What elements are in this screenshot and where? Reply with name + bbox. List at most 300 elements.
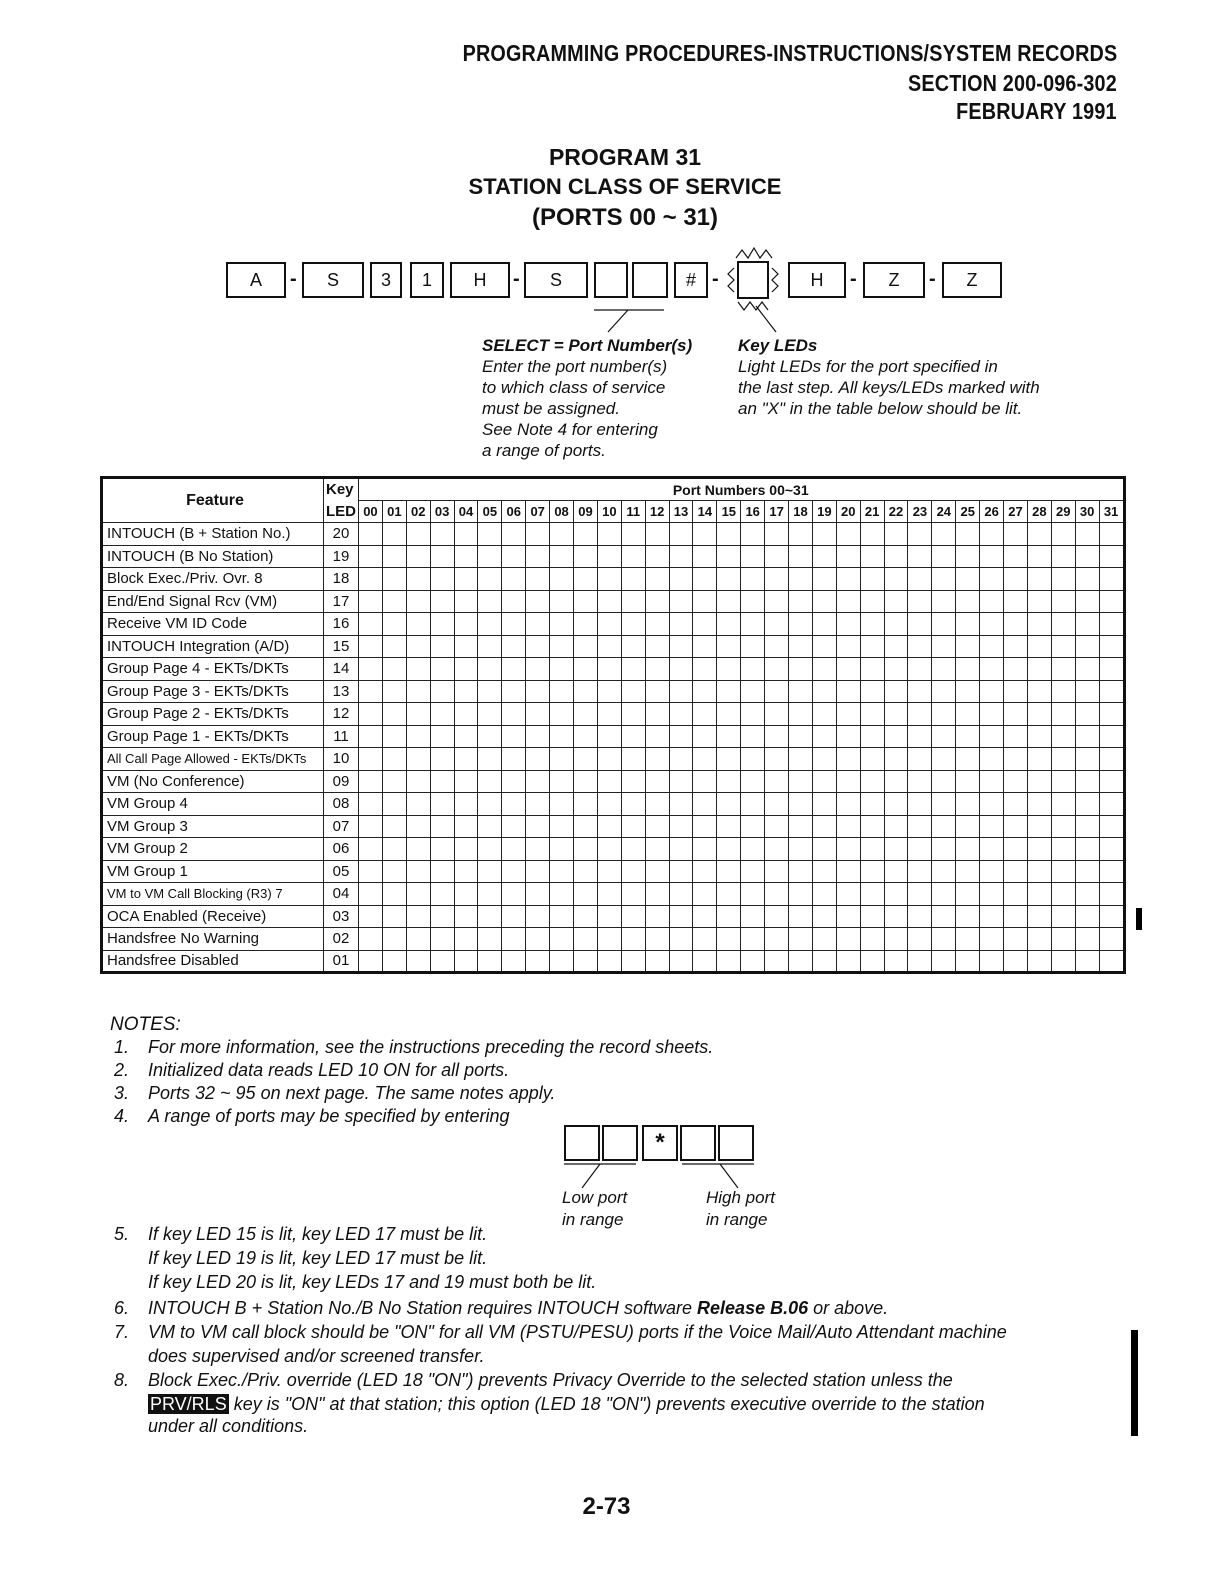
port-checkbox-cell[interactable] xyxy=(956,748,980,771)
port-checkbox-cell[interactable] xyxy=(406,523,430,546)
port-checkbox-cell[interactable] xyxy=(741,725,765,748)
port-checkbox-cell[interactable] xyxy=(956,793,980,816)
port-checkbox-cell[interactable] xyxy=(502,545,526,568)
port-checkbox-cell[interactable] xyxy=(574,793,598,816)
port-checkbox-cell[interactable] xyxy=(765,590,789,613)
port-checkbox-cell[interactable] xyxy=(382,748,406,771)
port-checkbox-cell[interactable] xyxy=(359,545,383,568)
port-checkbox-cell[interactable] xyxy=(430,838,454,861)
port-checkbox-cell[interactable] xyxy=(621,658,645,681)
port-checkbox-cell[interactable] xyxy=(980,748,1004,771)
port-checkbox-cell[interactable] xyxy=(956,950,980,973)
port-checkbox-cell[interactable] xyxy=(717,950,741,973)
port-checkbox-cell[interactable] xyxy=(980,590,1004,613)
port-checkbox-cell[interactable] xyxy=(430,568,454,591)
port-checkbox-cell[interactable] xyxy=(741,883,765,906)
port-checkbox-cell[interactable] xyxy=(669,905,693,928)
port-checkbox-cell[interactable] xyxy=(812,680,836,703)
port-checkbox-cell[interactable] xyxy=(836,883,860,906)
port-checkbox-cell[interactable] xyxy=(502,748,526,771)
port-checkbox-cell[interactable] xyxy=(406,860,430,883)
port-checkbox-cell[interactable] xyxy=(526,905,550,928)
port-checkbox-cell[interactable] xyxy=(454,860,478,883)
port-checkbox-cell[interactable] xyxy=(812,545,836,568)
key-3[interactable]: 3 xyxy=(370,262,402,298)
port-checkbox-cell[interactable] xyxy=(812,950,836,973)
port-checkbox-cell[interactable] xyxy=(382,590,406,613)
port-checkbox-cell[interactable] xyxy=(645,725,669,748)
port-checkbox-cell[interactable] xyxy=(645,703,669,726)
port-checkbox-cell[interactable] xyxy=(765,838,789,861)
port-checkbox-cell[interactable] xyxy=(789,860,813,883)
port-checkbox-cell[interactable] xyxy=(621,680,645,703)
port-checkbox-cell[interactable] xyxy=(430,523,454,546)
port-checkbox-cell[interactable] xyxy=(574,860,598,883)
port-checkbox-cell[interactable] xyxy=(574,883,598,906)
port-checkbox-cell[interactable] xyxy=(1099,613,1124,636)
port-checkbox-cell[interactable] xyxy=(1027,545,1051,568)
port-checkbox-cell[interactable] xyxy=(1099,950,1124,973)
port-checkbox-cell[interactable] xyxy=(454,793,478,816)
key-h[interactable]: H xyxy=(450,262,510,298)
port-checkbox-cell[interactable] xyxy=(382,770,406,793)
port-checkbox-cell[interactable] xyxy=(836,928,860,951)
port-checkbox-cell[interactable] xyxy=(956,905,980,928)
port-checkbox-cell[interactable] xyxy=(359,680,383,703)
port-checkbox-cell[interactable] xyxy=(1027,658,1051,681)
port-checkbox-cell[interactable] xyxy=(812,928,836,951)
port-checkbox-cell[interactable] xyxy=(1075,635,1099,658)
port-checkbox-cell[interactable] xyxy=(669,860,693,883)
port-checkbox-cell[interactable] xyxy=(1051,590,1075,613)
port-checkbox-cell[interactable] xyxy=(478,838,502,861)
port-checkbox-cell[interactable] xyxy=(1004,658,1028,681)
port-checkbox-cell[interactable] xyxy=(717,680,741,703)
port-checkbox-cell[interactable] xyxy=(956,680,980,703)
port-checkbox-cell[interactable] xyxy=(956,523,980,546)
port-checkbox-cell[interactable] xyxy=(382,703,406,726)
port-checkbox-cell[interactable] xyxy=(980,568,1004,591)
port-checkbox-cell[interactable] xyxy=(741,860,765,883)
port-checkbox-cell[interactable] xyxy=(669,703,693,726)
port-checkbox-cell[interactable] xyxy=(430,613,454,636)
port-checkbox-cell[interactable] xyxy=(741,568,765,591)
port-checkbox-cell[interactable] xyxy=(597,680,621,703)
port-checkbox-cell[interactable] xyxy=(478,905,502,928)
port-checkbox-cell[interactable] xyxy=(908,815,932,838)
port-checkbox-cell[interactable] xyxy=(1099,680,1124,703)
port-checkbox-cell[interactable] xyxy=(550,793,574,816)
port-checkbox-cell[interactable] xyxy=(1051,905,1075,928)
port-checkbox-cell[interactable] xyxy=(1004,568,1028,591)
port-checkbox-cell[interactable] xyxy=(478,568,502,591)
port-checkbox-cell[interactable] xyxy=(836,613,860,636)
port-checkbox-cell[interactable] xyxy=(717,635,741,658)
port-checkbox-cell[interactable] xyxy=(908,523,932,546)
port-checkbox-cell[interactable] xyxy=(526,568,550,591)
port-checkbox-cell[interactable] xyxy=(980,950,1004,973)
port-checkbox-cell[interactable] xyxy=(789,815,813,838)
port-checkbox-cell[interactable] xyxy=(717,703,741,726)
port-checkbox-cell[interactable] xyxy=(860,815,884,838)
port-checkbox-cell[interactable] xyxy=(1099,635,1124,658)
port-checkbox-cell[interactable] xyxy=(908,883,932,906)
port-checkbox-cell[interactable] xyxy=(502,770,526,793)
port-checkbox-cell[interactable] xyxy=(812,815,836,838)
port-checkbox-cell[interactable] xyxy=(478,545,502,568)
port-checkbox-cell[interactable] xyxy=(836,523,860,546)
port-checkbox-cell[interactable] xyxy=(359,815,383,838)
port-checkbox-cell[interactable] xyxy=(789,635,813,658)
port-checkbox-cell[interactable] xyxy=(382,523,406,546)
port-checkbox-cell[interactable] xyxy=(574,658,598,681)
port-checkbox-cell[interactable] xyxy=(574,680,598,703)
port-checkbox-cell[interactable] xyxy=(956,590,980,613)
port-checkbox-cell[interactable] xyxy=(645,905,669,928)
port-checkbox-cell[interactable] xyxy=(741,680,765,703)
port-checkbox-cell[interactable] xyxy=(717,928,741,951)
port-checkbox-cell[interactable] xyxy=(454,680,478,703)
port-checkbox-cell[interactable] xyxy=(1027,590,1051,613)
port-checkbox-cell[interactable] xyxy=(502,838,526,861)
port-checkbox-cell[interactable] xyxy=(526,680,550,703)
port-checkbox-cell[interactable] xyxy=(430,770,454,793)
port-checkbox-cell[interactable] xyxy=(836,725,860,748)
port-checkbox-cell[interactable] xyxy=(669,680,693,703)
port-checkbox-cell[interactable] xyxy=(1004,950,1028,973)
port-checkbox-cell[interactable] xyxy=(359,883,383,906)
port-checkbox-cell[interactable] xyxy=(430,680,454,703)
port-checkbox-cell[interactable] xyxy=(1099,590,1124,613)
port-checkbox-cell[interactable] xyxy=(478,883,502,906)
port-checkbox-cell[interactable] xyxy=(478,680,502,703)
port-checkbox-cell[interactable] xyxy=(454,703,478,726)
port-checkbox-cell[interactable] xyxy=(812,860,836,883)
port-checkbox-cell[interactable] xyxy=(717,545,741,568)
port-checkbox-cell[interactable] xyxy=(836,905,860,928)
port-checkbox-cell[interactable] xyxy=(574,523,598,546)
port-checkbox-cell[interactable] xyxy=(1027,703,1051,726)
port-checkbox-cell[interactable] xyxy=(406,838,430,861)
port-checkbox-cell[interactable] xyxy=(932,905,956,928)
port-checkbox-cell[interactable] xyxy=(884,635,908,658)
port-checkbox-cell[interactable] xyxy=(406,950,430,973)
port-checkbox-cell[interactable] xyxy=(502,725,526,748)
port-checkbox-cell[interactable] xyxy=(645,748,669,771)
port-checkbox-cell[interactable] xyxy=(693,545,717,568)
port-checkbox-cell[interactable] xyxy=(980,658,1004,681)
port-checkbox-cell[interactable] xyxy=(1051,680,1075,703)
port-checkbox-cell[interactable] xyxy=(1099,725,1124,748)
port-checkbox-cell[interactable] xyxy=(574,613,598,636)
port-checkbox-cell[interactable] xyxy=(1027,568,1051,591)
port-checkbox-cell[interactable] xyxy=(836,815,860,838)
key-blank-1[interactable] xyxy=(594,262,628,298)
port-checkbox-cell[interactable] xyxy=(359,613,383,636)
port-checkbox-cell[interactable] xyxy=(1004,928,1028,951)
port-checkbox-cell[interactable] xyxy=(621,568,645,591)
port-checkbox-cell[interactable] xyxy=(956,770,980,793)
port-checkbox-cell[interactable] xyxy=(860,545,884,568)
port-checkbox-cell[interactable] xyxy=(860,905,884,928)
port-checkbox-cell[interactable] xyxy=(717,590,741,613)
port-checkbox-cell[interactable] xyxy=(1099,523,1124,546)
port-checkbox-cell[interactable] xyxy=(669,590,693,613)
port-checkbox-cell[interactable] xyxy=(669,635,693,658)
port-checkbox-cell[interactable] xyxy=(645,568,669,591)
port-checkbox-cell[interactable] xyxy=(1075,703,1099,726)
port-checkbox-cell[interactable] xyxy=(597,928,621,951)
range-key-high-1[interactable] xyxy=(680,1125,716,1161)
port-checkbox-cell[interactable] xyxy=(812,770,836,793)
port-checkbox-cell[interactable] xyxy=(1051,523,1075,546)
port-checkbox-cell[interactable] xyxy=(812,613,836,636)
port-checkbox-cell[interactable] xyxy=(502,793,526,816)
port-checkbox-cell[interactable] xyxy=(1004,815,1028,838)
port-checkbox-cell[interactable] xyxy=(860,793,884,816)
port-checkbox-cell[interactable] xyxy=(1075,680,1099,703)
port-checkbox-cell[interactable] xyxy=(1099,568,1124,591)
key-blank-2[interactable] xyxy=(632,262,668,298)
port-checkbox-cell[interactable] xyxy=(621,635,645,658)
port-checkbox-cell[interactable] xyxy=(478,770,502,793)
port-checkbox-cell[interactable] xyxy=(597,568,621,591)
port-checkbox-cell[interactable] xyxy=(550,658,574,681)
port-checkbox-cell[interactable] xyxy=(1075,905,1099,928)
port-checkbox-cell[interactable] xyxy=(956,928,980,951)
port-checkbox-cell[interactable] xyxy=(693,635,717,658)
key-1[interactable]: 1 xyxy=(410,262,444,298)
port-checkbox-cell[interactable] xyxy=(526,950,550,973)
port-checkbox-cell[interactable] xyxy=(1027,793,1051,816)
port-checkbox-cell[interactable] xyxy=(1004,838,1028,861)
port-checkbox-cell[interactable] xyxy=(932,928,956,951)
port-checkbox-cell[interactable] xyxy=(836,590,860,613)
port-checkbox-cell[interactable] xyxy=(765,703,789,726)
port-checkbox-cell[interactable] xyxy=(956,613,980,636)
port-checkbox-cell[interactable] xyxy=(406,680,430,703)
port-checkbox-cell[interactable] xyxy=(956,658,980,681)
port-checkbox-cell[interactable] xyxy=(932,568,956,591)
port-checkbox-cell[interactable] xyxy=(741,703,765,726)
port-checkbox-cell[interactable] xyxy=(550,568,574,591)
port-checkbox-cell[interactable] xyxy=(836,793,860,816)
port-checkbox-cell[interactable] xyxy=(908,838,932,861)
key-hash[interactable]: # xyxy=(674,262,708,298)
port-checkbox-cell[interactable] xyxy=(717,793,741,816)
port-checkbox-cell[interactable] xyxy=(1027,928,1051,951)
port-checkbox-cell[interactable] xyxy=(669,928,693,951)
port-checkbox-cell[interactable] xyxy=(430,928,454,951)
port-checkbox-cell[interactable] xyxy=(789,770,813,793)
port-checkbox-cell[interactable] xyxy=(406,905,430,928)
port-checkbox-cell[interactable] xyxy=(645,770,669,793)
port-checkbox-cell[interactable] xyxy=(621,523,645,546)
port-checkbox-cell[interactable] xyxy=(693,680,717,703)
port-checkbox-cell[interactable] xyxy=(526,703,550,726)
port-checkbox-cell[interactable] xyxy=(382,613,406,636)
port-checkbox-cell[interactable] xyxy=(932,815,956,838)
port-checkbox-cell[interactable] xyxy=(597,815,621,838)
port-checkbox-cell[interactable] xyxy=(406,815,430,838)
port-checkbox-cell[interactable] xyxy=(574,635,598,658)
port-checkbox-cell[interactable] xyxy=(1004,523,1028,546)
port-checkbox-cell[interactable] xyxy=(765,568,789,591)
port-checkbox-cell[interactable] xyxy=(741,658,765,681)
port-checkbox-cell[interactable] xyxy=(478,950,502,973)
port-checkbox-cell[interactable] xyxy=(430,883,454,906)
port-checkbox-cell[interactable] xyxy=(502,815,526,838)
port-checkbox-cell[interactable] xyxy=(1004,590,1028,613)
port-checkbox-cell[interactable] xyxy=(693,725,717,748)
port-checkbox-cell[interactable] xyxy=(1075,725,1099,748)
port-checkbox-cell[interactable] xyxy=(908,590,932,613)
port-checkbox-cell[interactable] xyxy=(1051,748,1075,771)
port-checkbox-cell[interactable] xyxy=(669,770,693,793)
port-checkbox-cell[interactable] xyxy=(765,928,789,951)
port-checkbox-cell[interactable] xyxy=(550,613,574,636)
port-checkbox-cell[interactable] xyxy=(836,568,860,591)
port-checkbox-cell[interactable] xyxy=(454,658,478,681)
port-checkbox-cell[interactable] xyxy=(693,658,717,681)
port-checkbox-cell[interactable] xyxy=(956,815,980,838)
port-checkbox-cell[interactable] xyxy=(1027,838,1051,861)
port-checkbox-cell[interactable] xyxy=(1004,680,1028,703)
port-checkbox-cell[interactable] xyxy=(669,523,693,546)
port-checkbox-cell[interactable] xyxy=(406,545,430,568)
port-checkbox-cell[interactable] xyxy=(741,815,765,838)
port-checkbox-cell[interactable] xyxy=(932,590,956,613)
port-checkbox-cell[interactable] xyxy=(1027,635,1051,658)
port-checkbox-cell[interactable] xyxy=(741,635,765,658)
port-checkbox-cell[interactable] xyxy=(980,905,1004,928)
port-checkbox-cell[interactable] xyxy=(765,950,789,973)
port-checkbox-cell[interactable] xyxy=(860,860,884,883)
port-checkbox-cell[interactable] xyxy=(359,568,383,591)
port-checkbox-cell[interactable] xyxy=(717,748,741,771)
port-checkbox-cell[interactable] xyxy=(574,748,598,771)
port-checkbox-cell[interactable] xyxy=(717,838,741,861)
port-checkbox-cell[interactable] xyxy=(526,590,550,613)
port-checkbox-cell[interactable] xyxy=(597,950,621,973)
port-checkbox-cell[interactable] xyxy=(597,613,621,636)
port-checkbox-cell[interactable] xyxy=(932,613,956,636)
port-checkbox-cell[interactable] xyxy=(932,793,956,816)
port-checkbox-cell[interactable] xyxy=(693,838,717,861)
port-checkbox-cell[interactable] xyxy=(526,613,550,636)
port-checkbox-cell[interactable] xyxy=(884,905,908,928)
port-checkbox-cell[interactable] xyxy=(741,590,765,613)
port-checkbox-cell[interactable] xyxy=(454,950,478,973)
port-checkbox-cell[interactable] xyxy=(550,770,574,793)
port-checkbox-cell[interactable] xyxy=(741,838,765,861)
port-checkbox-cell[interactable] xyxy=(526,883,550,906)
port-checkbox-cell[interactable] xyxy=(1075,748,1099,771)
port-checkbox-cell[interactable] xyxy=(1004,770,1028,793)
port-checkbox-cell[interactable] xyxy=(908,950,932,973)
port-checkbox-cell[interactable] xyxy=(789,658,813,681)
port-checkbox-cell[interactable] xyxy=(765,860,789,883)
port-checkbox-cell[interactable] xyxy=(454,905,478,928)
port-checkbox-cell[interactable] xyxy=(765,905,789,928)
port-checkbox-cell[interactable] xyxy=(359,523,383,546)
port-checkbox-cell[interactable] xyxy=(789,950,813,973)
port-checkbox-cell[interactable] xyxy=(621,725,645,748)
port-checkbox-cell[interactable] xyxy=(502,905,526,928)
port-checkbox-cell[interactable] xyxy=(645,680,669,703)
port-checkbox-cell[interactable] xyxy=(860,950,884,973)
port-checkbox-cell[interactable] xyxy=(1004,725,1028,748)
port-checkbox-cell[interactable] xyxy=(1004,613,1028,636)
port-checkbox-cell[interactable] xyxy=(359,950,383,973)
port-checkbox-cell[interactable] xyxy=(430,590,454,613)
port-checkbox-cell[interactable] xyxy=(765,613,789,636)
port-checkbox-cell[interactable] xyxy=(430,725,454,748)
port-checkbox-cell[interactable] xyxy=(1099,838,1124,861)
port-checkbox-cell[interactable] xyxy=(884,928,908,951)
port-checkbox-cell[interactable] xyxy=(765,815,789,838)
port-checkbox-cell[interactable] xyxy=(550,838,574,861)
range-key-high-2[interactable] xyxy=(718,1125,754,1161)
port-checkbox-cell[interactable] xyxy=(908,658,932,681)
port-checkbox-cell[interactable] xyxy=(526,748,550,771)
port-checkbox-cell[interactable] xyxy=(1051,815,1075,838)
port-checkbox-cell[interactable] xyxy=(502,613,526,636)
port-checkbox-cell[interactable] xyxy=(860,928,884,951)
port-checkbox-cell[interactable] xyxy=(1075,613,1099,636)
port-checkbox-cell[interactable] xyxy=(717,860,741,883)
port-checkbox-cell[interactable] xyxy=(645,635,669,658)
port-checkbox-cell[interactable] xyxy=(1099,658,1124,681)
port-checkbox-cell[interactable] xyxy=(621,905,645,928)
port-checkbox-cell[interactable] xyxy=(836,838,860,861)
port-checkbox-cell[interactable] xyxy=(1051,860,1075,883)
port-checkbox-cell[interactable] xyxy=(430,860,454,883)
port-checkbox-cell[interactable] xyxy=(454,725,478,748)
port-checkbox-cell[interactable] xyxy=(1027,770,1051,793)
port-checkbox-cell[interactable] xyxy=(741,770,765,793)
port-checkbox-cell[interactable] xyxy=(980,523,1004,546)
range-key-low-2[interactable] xyxy=(602,1125,638,1161)
port-checkbox-cell[interactable] xyxy=(789,568,813,591)
port-checkbox-cell[interactable] xyxy=(693,590,717,613)
key-s2[interactable]: S xyxy=(524,262,588,298)
port-checkbox-cell[interactable] xyxy=(789,725,813,748)
port-checkbox-cell[interactable] xyxy=(836,703,860,726)
port-checkbox-cell[interactable] xyxy=(932,725,956,748)
port-checkbox-cell[interactable] xyxy=(789,523,813,546)
port-checkbox-cell[interactable] xyxy=(597,523,621,546)
port-checkbox-cell[interactable] xyxy=(669,838,693,861)
port-checkbox-cell[interactable] xyxy=(1004,748,1028,771)
port-checkbox-cell[interactable] xyxy=(741,793,765,816)
port-checkbox-cell[interactable] xyxy=(1027,613,1051,636)
port-checkbox-cell[interactable] xyxy=(478,523,502,546)
key-s[interactable]: S xyxy=(302,262,364,298)
port-checkbox-cell[interactable] xyxy=(980,725,1004,748)
port-checkbox-cell[interactable] xyxy=(908,928,932,951)
port-checkbox-cell[interactable] xyxy=(693,928,717,951)
port-checkbox-cell[interactable] xyxy=(1099,883,1124,906)
port-checkbox-cell[interactable] xyxy=(908,703,932,726)
port-checkbox-cell[interactable] xyxy=(1051,883,1075,906)
port-checkbox-cell[interactable] xyxy=(1075,815,1099,838)
port-checkbox-cell[interactable] xyxy=(860,658,884,681)
port-checkbox-cell[interactable] xyxy=(693,770,717,793)
port-checkbox-cell[interactable] xyxy=(956,545,980,568)
port-checkbox-cell[interactable] xyxy=(1099,928,1124,951)
port-checkbox-cell[interactable] xyxy=(574,905,598,928)
